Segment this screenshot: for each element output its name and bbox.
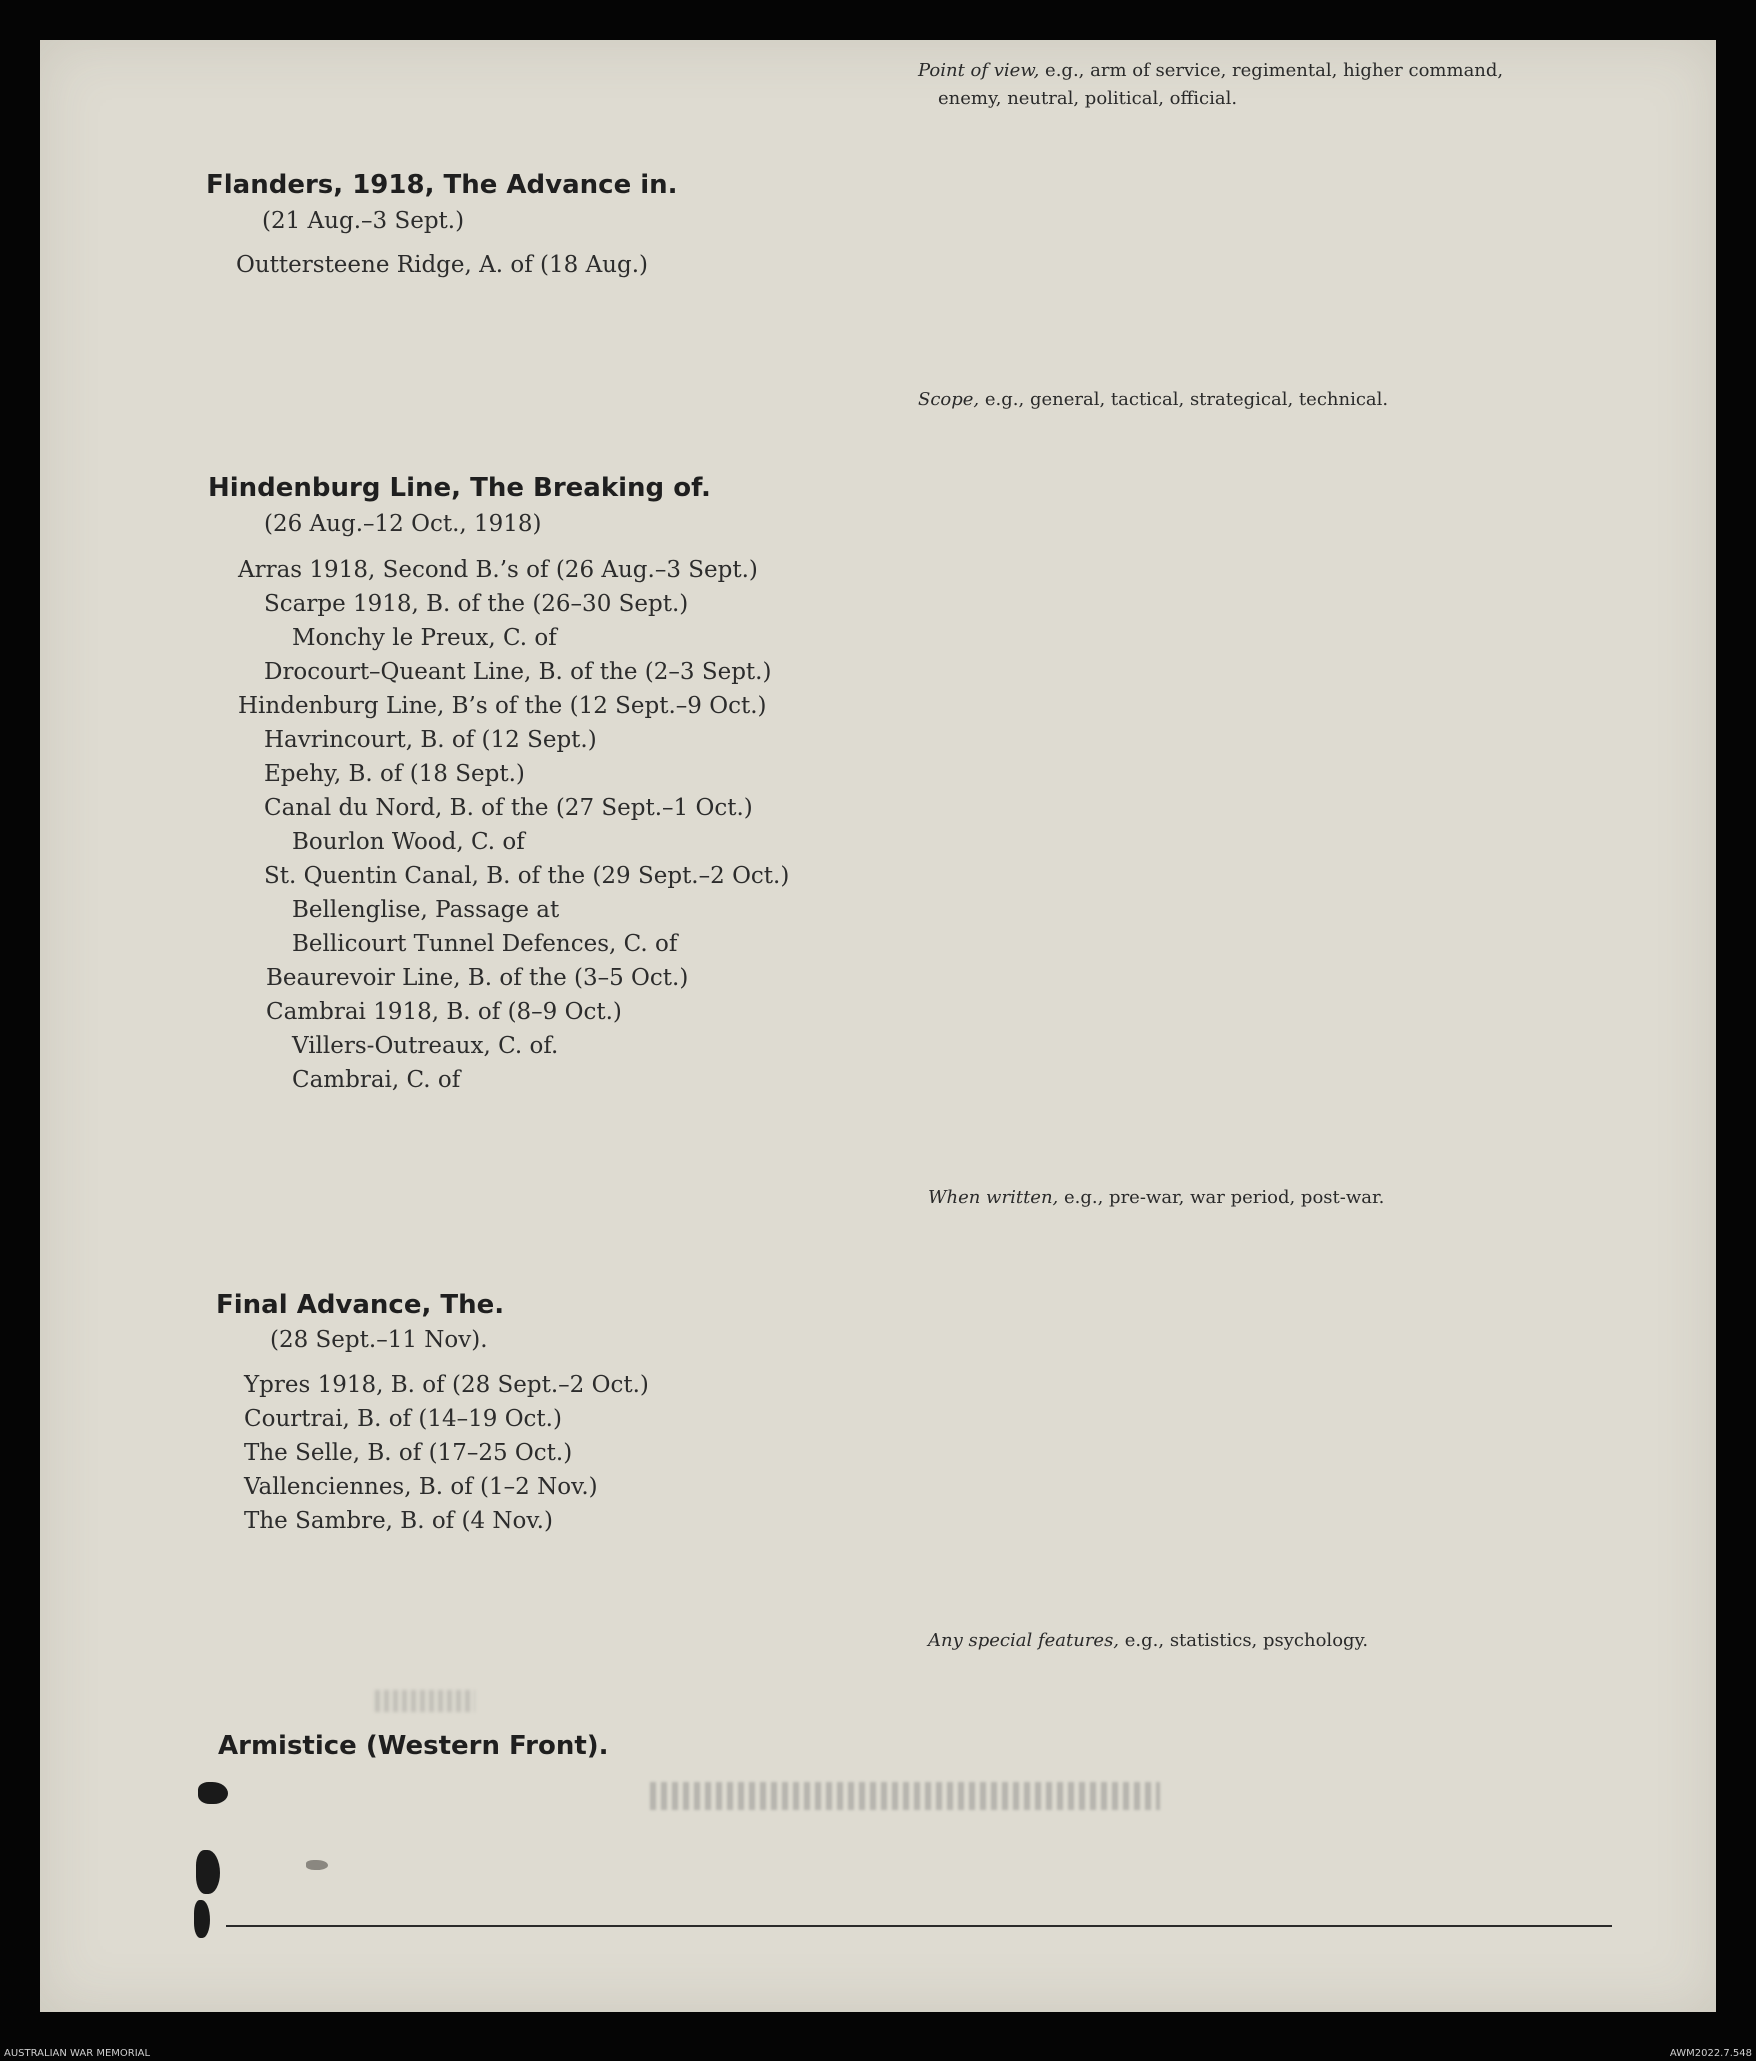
list-item: Cambrai 1918, B. of (8–9 Oct.) <box>266 999 622 1025</box>
list-item: Monchy le Preux, C. of <box>292 625 557 651</box>
note-text: e.g., pre-war, war period, post-war. <box>1058 1187 1385 1208</box>
note-text: e.g., statistics, psychology. <box>1119 1630 1369 1651</box>
list-item: Courtrai, B. of (14–19 Oct.) <box>244 1406 562 1432</box>
faint-stamp-mark <box>650 1782 1160 1810</box>
faint-stamp-mark <box>375 1690 475 1712</box>
note-label: Any special features, <box>928 1630 1120 1651</box>
note-text: e.g., arm of service, regimental, higher command, <box>1039 60 1504 81</box>
list-item: Epehy, B. of (18 Sept.) <box>264 761 525 787</box>
section-dates-flanders: (21 Aug.–3 Sept.) <box>262 208 465 234</box>
list-item: Bourlon Wood, C. of <box>292 829 525 855</box>
list-item: Drocourt–Queant Line, B. of the (2–3 Sept.) <box>264 659 772 685</box>
section-heading-armistice: Armistice (Western Front). <box>218 1731 609 1761</box>
footer-item-id: AWM2022.7.548 <box>1669 2048 1752 2059</box>
list-item: Scarpe 1918, B. of the (26–30 Sept.) <box>264 591 689 617</box>
section-heading-final-advance: Final Advance, The. <box>216 1290 505 1320</box>
list-item: Arras 1918, Second B.’s of (26 Aug.–3 Sept.) <box>238 557 758 583</box>
note-label: Scope, <box>918 389 980 410</box>
note-label: When written, <box>928 1187 1059 1208</box>
list-item: Havrincourt, B. of (12 Sept.) <box>264 727 597 753</box>
section-heading-hindenburg: Hindenburg Line, The Breaking of. <box>208 473 711 503</box>
note-label: Point of view, <box>918 60 1040 81</box>
list-item: Villers-Outreaux, C. of. <box>292 1033 559 1059</box>
footer-archive-name: AUSTRALIAN WAR MEMORIAL <box>4 2048 151 2059</box>
section-dates-final-advance: (28 Sept.–11 Nov). <box>270 1327 488 1353</box>
list-item: Vallenciennes, B. of (1–2 Nov.) <box>244 1474 598 1500</box>
paper-damage-mark <box>198 1782 228 1804</box>
list-item: The Sambre, B. of (4 Nov.) <box>244 1508 553 1534</box>
paper-damage-mark <box>196 1850 220 1894</box>
note-special-features <box>928 1630 1368 1651</box>
list-item: Canal du Nord, B. of the (27 Sept.–1 Oct.) <box>264 795 753 821</box>
bottom-rule <box>226 1925 1612 1927</box>
list-item: Outtersteene Ridge, A. of (18 Aug.) <box>236 252 649 278</box>
list-item: Bellenglise, Passage at <box>292 897 560 923</box>
paper-damage-mark <box>306 1860 328 1870</box>
list-item: Beaurevoir Line, B. of the (3–5 Oct.) <box>266 965 689 991</box>
list-item: Ypres 1918, B. of (28 Sept.–2 Oct.) <box>244 1372 649 1398</box>
note-point-of-view-line2: enemy, neutral, political, official. <box>938 88 1238 109</box>
list-item: Bellicourt Tunnel Defences, C. of <box>292 931 678 957</box>
note-point-of-view <box>918 60 1503 81</box>
section-dates-hindenburg: (26 Aug.–12 Oct., 1918) <box>264 511 542 537</box>
paper-damage-mark <box>194 1900 210 1938</box>
note-text: e.g., general, tactical, strategical, technical. <box>979 389 1389 410</box>
list-item: The Selle, B. of (17–25 Oct.) <box>244 1440 573 1466</box>
note-scope <box>918 389 1388 410</box>
list-item: Hindenburg Line, B’s of the (12 Sept.–9 Oct.) <box>238 693 767 719</box>
list-item: St. Quentin Canal, B. of the (29 Sept.–2 Oct.) <box>264 863 790 889</box>
note-when-written <box>928 1187 1384 1208</box>
section-heading-flanders: Flanders, 1918, The Advance in. <box>206 170 678 200</box>
list-item: Cambrai, C. of <box>292 1067 461 1093</box>
